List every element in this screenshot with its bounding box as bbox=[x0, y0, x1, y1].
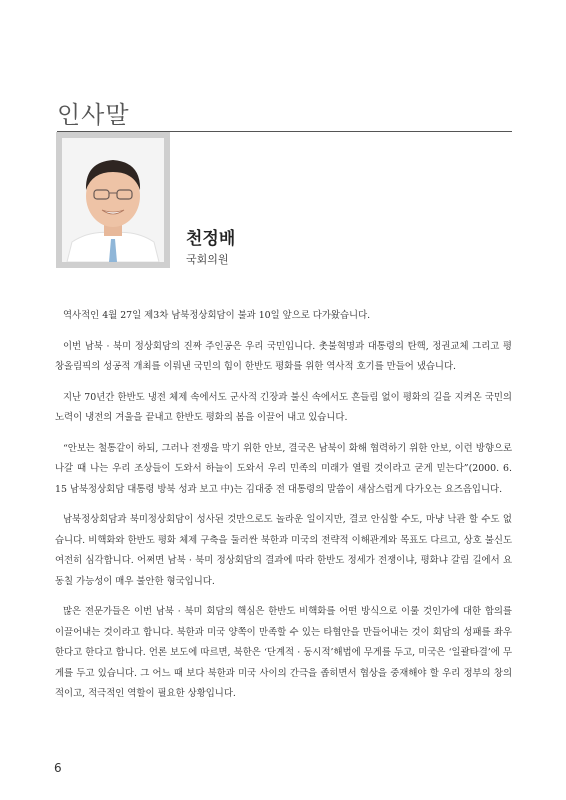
paragraph: 많은 전문가들은 이번 남북 · 북미 회담의 핵심은 한반도 비핵화를 어떤 방식으로 이룰 것인가에 대한 합의를 이끌어내는 것이라고 합니다. 북한과 미국 양쪽이 만족할 수 있는 타협안을 만들어내는 것이 회담의 성패를 좌우한다고 한다고 합니다. 언론 보도에 따르면, 북한은 ‘단계적 · 동시적’해법에 무게를 두고, 미국은 ‘일괄타결’에 무게를 두고 있습니다. 그 어느 때 보다 북한과 미국 사이의 간극을 좁히면서 협상을 중재해야 할 우리 정부의 창의적이고, 적극적인 역할이 필요한 상황입니다. bbox=[55, 606, 512, 699]
paragraph: “안보는 철통같이 하되, 그러나 전쟁을 막기 위한 안보, 결국은 남북이 화해 협력하기 위한 안보, 이런 방향으로 나갈 때 나는 우리 조상들이 도와서 하늘이 도와서 우리 민족의 미래가 열릴 것이라고 굳게 믿는다”(2000. 6. 15 남북정상회담 대통령 방북 성과 보고 中)는 김대중 전 대통령의 말씀이 새삼스럽게 다가오는 요즈음입니다. bbox=[55, 442, 512, 495]
paragraph: 이번 남북 · 북미 정상회담의 진짜 주인공은 우리 국민입니다. 촛불혁명과 대통령의 탄핵, 정권교체 그리고 평창올림픽의 성공적 개최를 이뤄낸 국민의 힘이 한반도 평화를 위한 역사적 호기를 만들어 냈습니다. bbox=[55, 340, 512, 372]
paragraph: 역사적인 4월 27일 제3차 남북정상회담이 불과 10일 앞으로 다가왔습니다. bbox=[63, 310, 371, 321]
page-title: 인사말 bbox=[57, 101, 130, 129]
portrait-illustration bbox=[62, 138, 164, 262]
paragraph: 남북정상회담과 북미정상회담이 성사된 것만으로도 놀라운 일이지만, 결코 안심할 수도, 마냥 낙관 할 수도 없습니다. 비핵화와 한반도 평화 체제 구축을 둘러싼 북한과 미국의 전략적 이해관계와 목표도 다르고, 상호 불신도 여전히 심각합니다. 어쩌면 남북 · 북미 정상회담의 결과에 따라 한반도 정세가 전쟁이냐, 평화냐 갈림 길에서 요동칠 가능성이 매우 불안한 형국입니다. bbox=[55, 514, 512, 587]
portrait-photo bbox=[62, 138, 164, 262]
paragraph: 지난 70년간 한반도 냉전 체제 속에서도 군사적 긴장과 불신 속에서도 흔들림 없이 평화의 길을 지켜온 국민의 노력이 냉전의 겨울을 끝내고 한반도 평화의 봄을 이끌어 내고 있습니다. bbox=[55, 391, 512, 423]
page-number: 6 bbox=[54, 761, 62, 775]
greeting-body bbox=[55, 306, 512, 715]
portrait-frame bbox=[56, 132, 170, 268]
author-position: 국회의원 bbox=[186, 253, 229, 266]
author-name: 천정배 bbox=[186, 229, 236, 249]
